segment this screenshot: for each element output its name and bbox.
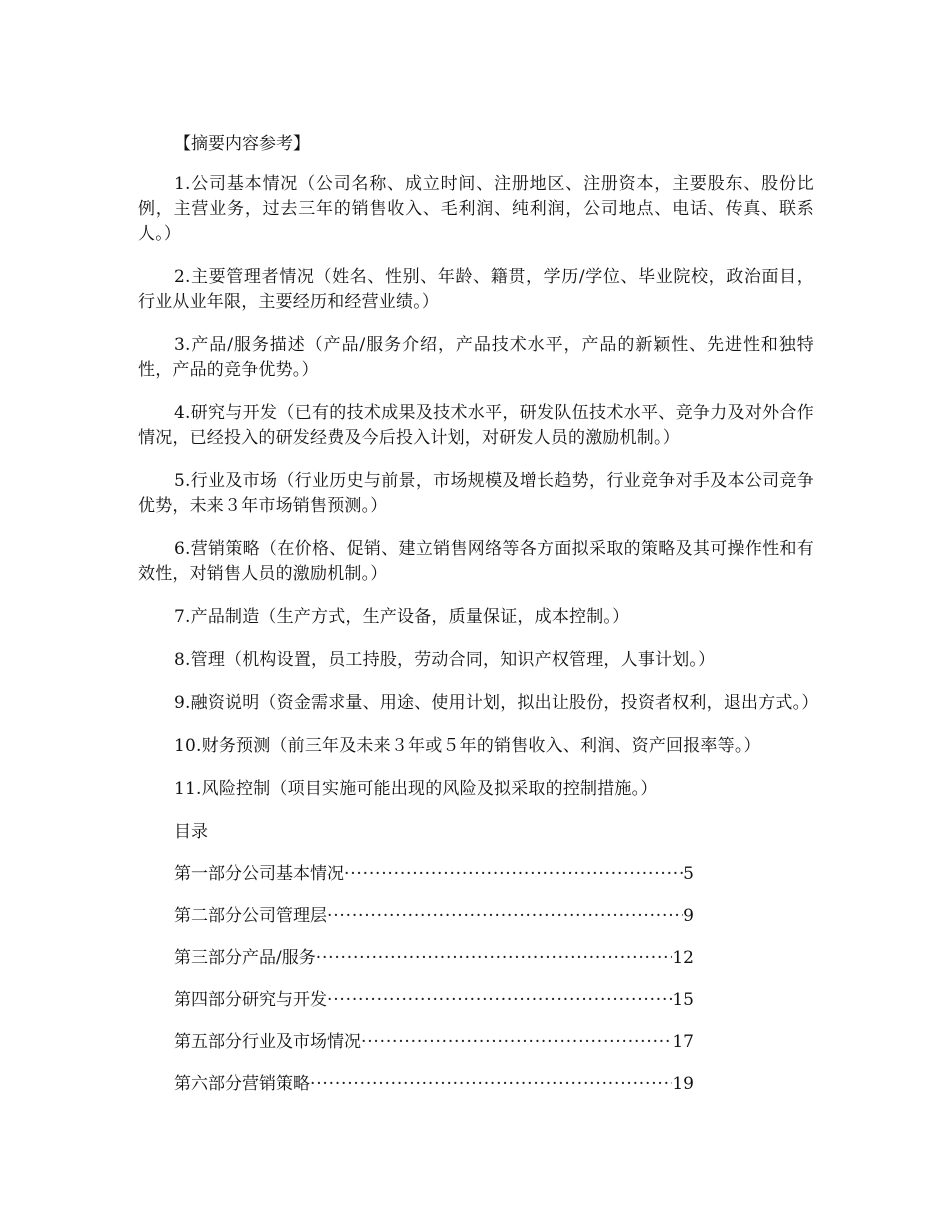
toc-title: 目录 bbox=[174, 822, 208, 842]
summary-item-management-structure: 8.管理（机构设置，员工持股，劳动合同，知识产权管理，人事计划。） bbox=[174, 650, 716, 670]
toc-entry-page: 9 bbox=[683, 906, 694, 926]
toc-entry[interactable] bbox=[138, 1072, 694, 1096]
toc-entry-page: 5 bbox=[683, 864, 694, 884]
toc-entry-label: 第三部分产品/服务 bbox=[174, 948, 316, 968]
summary-heading: 【摘要内容参考】 bbox=[174, 134, 310, 154]
summary-item-financial-forecast: 10.财务预测（前三年及未来３年或５年的销售收入、利润、资产回报率等。） bbox=[174, 736, 761, 756]
toc-dot-leader bbox=[327, 904, 683, 928]
toc-entry-label: 第四部分研究与开发 bbox=[174, 990, 327, 1010]
toc-dot-leader bbox=[361, 1030, 672, 1054]
summary-item-marketing: 6.营销策略（在价格、促销、建立销售网络等各方面拟采取的策略及其可操作性和有效性，对销售人员的激励机制。） bbox=[138, 539, 814, 584]
toc-entry-page: 19 bbox=[672, 1074, 694, 1094]
toc-dot-leader bbox=[327, 988, 672, 1012]
toc-entry-page: 17 bbox=[672, 1032, 694, 1052]
toc-entry[interactable] bbox=[138, 988, 694, 1012]
toc-entry-label: 第二部分公司管理层 bbox=[174, 906, 327, 926]
summary-item-management: 2.主要管理者情况（姓名、性别、年龄、籍贯，学历/学位、毕业院校，政治面目，行业从业年限，主要经历和经营业绩。） bbox=[138, 267, 814, 312]
summary-item-company-info: 1.公司基本情况（公司名称、成立时间、注册地区、注册资本，主要股东、股份比例，主营业务，过去三年的销售收入、毛利润、纯利润，公司地点、电话、传真、联系人。） bbox=[138, 174, 814, 244]
toc-entry[interactable] bbox=[138, 1030, 694, 1054]
toc-dot-leader bbox=[344, 862, 683, 886]
toc-entry-label: 第五部分行业及市场情况 bbox=[174, 1032, 361, 1052]
toc-dot-leader bbox=[310, 1072, 672, 1096]
toc-entry[interactable] bbox=[138, 946, 694, 970]
toc-entry-page: 15 bbox=[672, 990, 694, 1010]
summary-item-financing: 9.融资说明（资金需求量、用途、使用计划，拟出让股份，投资者权利，退出方式。） bbox=[174, 693, 819, 713]
summary-item-product: 3.产品/服务描述（产品/服务介绍，产品技术水平，产品的新颖性、先进性和独特性，产品的竞争优势。） bbox=[138, 335, 814, 380]
document-page bbox=[138, 132, 819, 1114]
toc-dot-leader bbox=[316, 946, 673, 970]
summary-item-manufacturing: 7.产品制造（生产方式，生产设备，质量保证，成本控制。） bbox=[174, 607, 630, 627]
toc-entry-page: 12 bbox=[672, 948, 694, 968]
toc-entry-label: 第一部分公司基本情况 bbox=[174, 864, 344, 884]
summary-item-risk-control: 11.风险控制（项目实施可能出现的风险及拟采取的控制措施。） bbox=[174, 779, 658, 799]
toc-entry-label: 第六部分营销策略 bbox=[174, 1074, 310, 1094]
toc-entry[interactable] bbox=[138, 862, 694, 886]
summary-item-rnd: 4.研究与开发（已有的技术成果及技术水平，研发队伍技术水平、竞争力及对外合作情况，已经投入的研发经费及今后投入计划，对研发人员的激励机制。） bbox=[138, 403, 814, 448]
toc-entry[interactable] bbox=[138, 904, 694, 928]
summary-item-market: 5.行业及市场（行业历史与前景，市场规模及增长趋势，行业竞争对手及本公司竞争优势，未来３年市场销售预测。） bbox=[138, 471, 814, 516]
